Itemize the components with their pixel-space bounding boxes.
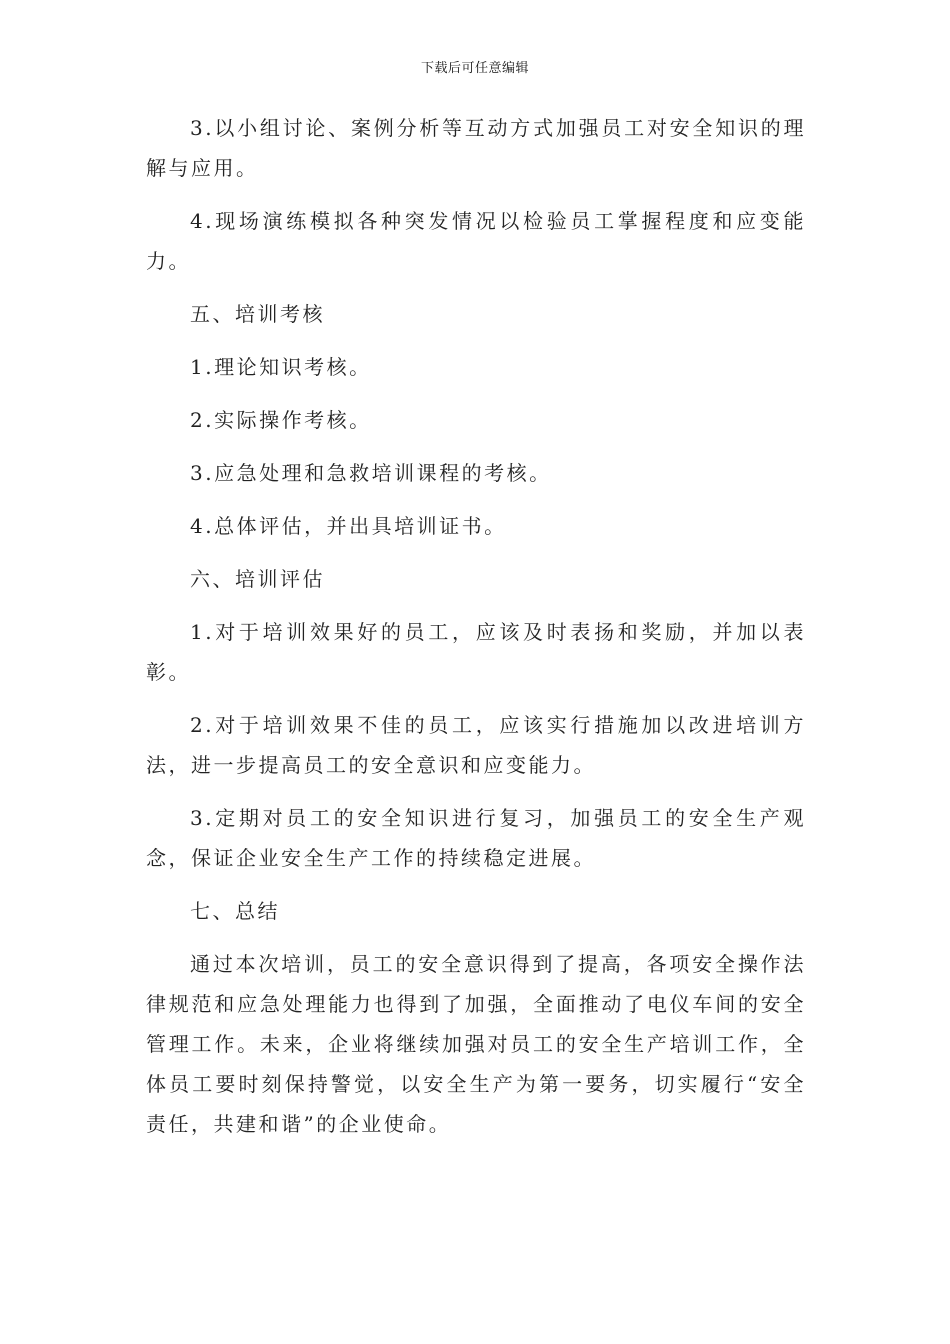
document-body: [146, 108, 806, 1144]
paragraph-assessment-3: 3.应急处理和急救培训课程的考核。: [190, 461, 552, 485]
paragraph-evaluation-1: 1.对于培训效果好的员工，应该及时表扬和奖励，并加以表彰。: [146, 620, 806, 684]
paragraph-training-method-4: 4.现场演练模拟各种突发情况以检验员工掌握程度和应变能力。: [146, 209, 806, 273]
paragraph-evaluation-3: 3.定期对员工的安全知识进行复习，加强员工的安全生产观念，保证企业安全生产工作的持续稳定进展。: [146, 806, 806, 870]
paragraph-evaluation-2: 2.对于培训效果不佳的员工，应该实行措施加以改进培训方法，进一步提高员工的安全意识和应变能力。: [146, 713, 806, 777]
paragraph-summary: 通过本次培训，员工的安全意识得到了提高，各项安全操作法律规范和应急处理能力也得到了加强，全面推动了电仪车间的安全管理工作。未来，企业将继续加强对员工的安全生产培训工作，全体员工要时刻保持警觉，以安全生产为第一要务，切实履行“安全责任，共建和谐”的企业使命。: [146, 952, 806, 1136]
section-heading-summary: 七、总结: [190, 899, 280, 923]
section-heading-assessment: 五、培训考核: [190, 302, 325, 326]
paragraph-assessment-4: 4.总体评估，并出具培训证书。: [190, 514, 507, 538]
page-header: 下载后可任意编辑: [420, 61, 529, 76]
paragraph-training-method-3: 3.以小组讨论、案例分析等互动方式加强员工对安全知识的理解与应用。: [146, 116, 806, 180]
paragraph-assessment-1: 1.理论知识考核。: [190, 355, 372, 379]
paragraph-assessment-2: 2.实际操作考核。: [190, 408, 372, 432]
section-heading-evaluation: 六、培训评估: [190, 567, 325, 591]
